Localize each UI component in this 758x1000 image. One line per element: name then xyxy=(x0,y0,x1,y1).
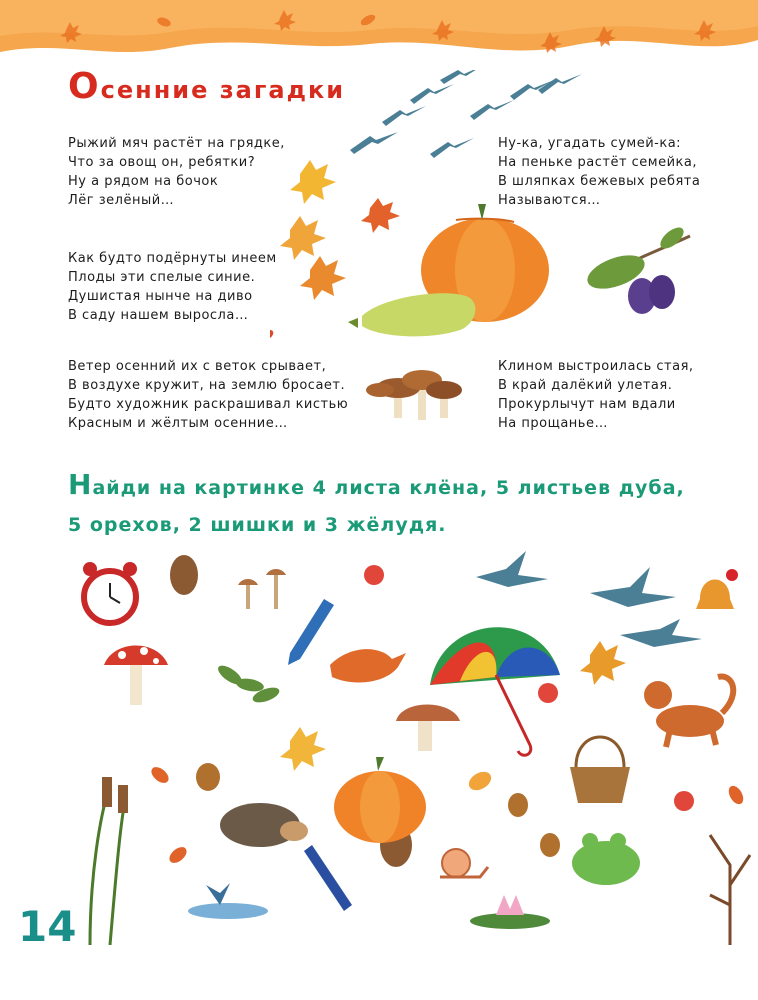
frog-icon xyxy=(572,833,640,885)
riddle-line: Плоды эти спелые синие. xyxy=(68,270,256,285)
pine-cone-icon xyxy=(170,555,198,595)
alarm-clock-icon xyxy=(83,562,137,623)
riddle-line: Как будто подёрнуты инеем xyxy=(68,251,277,266)
mushroom-icon xyxy=(396,705,460,752)
riddle-line: Рыжий мяч растёт на грядке, xyxy=(68,136,285,151)
mushrooms-icon xyxy=(366,370,462,420)
fish-tail-icon xyxy=(188,883,268,919)
riddle-line: Душистая нынче на диво xyxy=(68,289,253,304)
geese-flock-icon xyxy=(350,70,582,158)
riddle-line: На пеньке растёт семейка, xyxy=(498,155,698,170)
water-lily-icon xyxy=(470,895,550,929)
task-line-2: 5 орехов, 2 шишки и 3 жёлудя. xyxy=(68,514,447,536)
riddle-line: В шляпках бежевых ребята xyxy=(498,174,701,189)
riddle-line: Называются… xyxy=(498,193,601,208)
riddle-line: Клином выстроилась стая, xyxy=(498,359,694,374)
apple-icon xyxy=(538,683,558,703)
riddle-1 xyxy=(68,134,285,210)
plum-branch-icon xyxy=(583,224,690,314)
riddle-line: В саду нашем выросла… xyxy=(68,308,249,323)
task-initial: Н xyxy=(68,468,93,501)
cattail-icon xyxy=(90,777,128,945)
riddle-line: Лёг зелёный… xyxy=(68,193,175,208)
task-line-1-text: айди на картинке 4 листа клёна, 5 листьев дуба, xyxy=(92,477,685,499)
dog-icon xyxy=(644,676,733,747)
task-text xyxy=(68,466,728,544)
riddle-line: В край далёкий улетая. xyxy=(498,378,673,393)
riddle-line: Будто художник раскрашивал кистью xyxy=(68,397,349,412)
riddle-line: Ну-ка, угадать сумей-ка: xyxy=(498,136,682,151)
oak-branch-icon xyxy=(215,662,281,705)
find-objects-illustration xyxy=(60,545,758,945)
riddle-line: Что за овощ он, ребятки? xyxy=(68,155,256,170)
pen-icon xyxy=(304,845,352,911)
page-number: 14 xyxy=(18,902,77,951)
zucchini-icon xyxy=(348,293,475,336)
apple-icon xyxy=(674,791,694,811)
riddle-line: Прокурлычут нам вдали xyxy=(498,397,676,412)
bird-icon xyxy=(330,649,406,682)
riddle-line: Ветер осенний их с веток срывает, xyxy=(68,359,327,374)
riddle-line: Ну а рядом на бочок xyxy=(68,174,219,189)
title-text: сенние загадки xyxy=(100,76,346,104)
bare-branch-icon xyxy=(710,835,750,945)
bell-icon xyxy=(696,569,738,609)
title-initial: О xyxy=(68,66,101,107)
riddle-line: В воздухе кружит, на землю бросает. xyxy=(68,378,346,393)
riddle-line: Красным и жёлтым осенние… xyxy=(68,416,288,431)
basket-icon xyxy=(570,737,630,803)
snail-icon xyxy=(440,849,488,877)
riddle-illustrations xyxy=(270,70,710,440)
pencil-icon xyxy=(288,599,334,665)
task-line-1 xyxy=(68,466,728,507)
hedgehog-icon xyxy=(220,803,308,847)
top-wave-band xyxy=(0,0,758,70)
fly-agaric-icon xyxy=(104,646,168,706)
apple-icon xyxy=(364,565,384,585)
pumpkin-icon xyxy=(334,757,426,843)
riddle-line: На прощанье… xyxy=(498,416,608,431)
mushroom-cluster-icon xyxy=(238,569,286,609)
riddle-2 xyxy=(68,249,277,325)
